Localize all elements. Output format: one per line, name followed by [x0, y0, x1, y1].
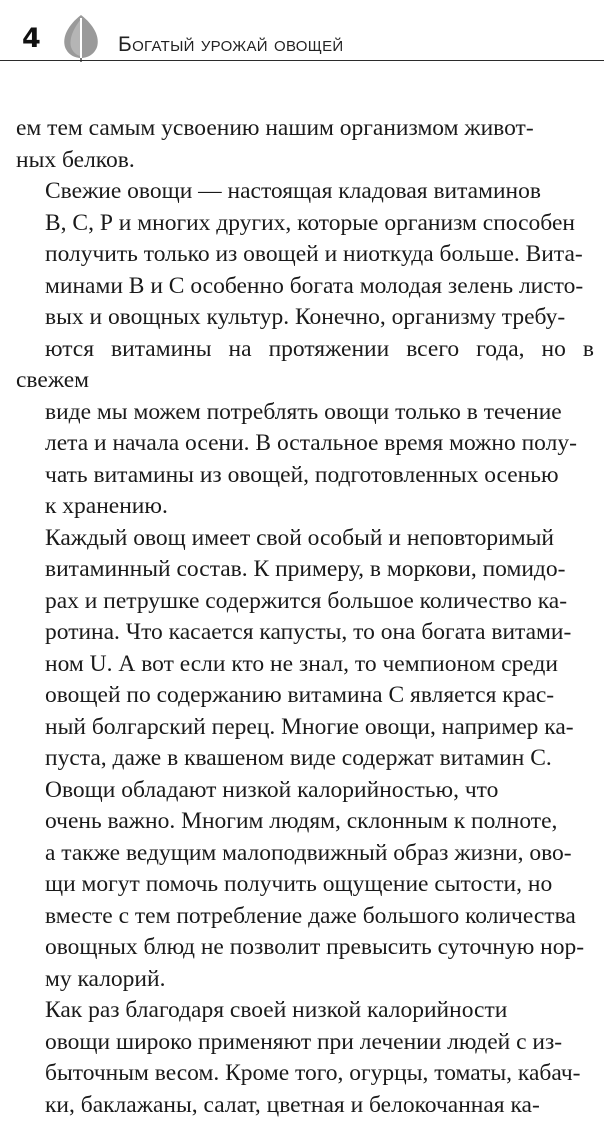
page-header [0, 0, 604, 62]
text-line: пуста, даже в квашеном виде содержат витамин С. [16, 743, 594, 775]
text-line: В, С, Р и многих других, которые организм способен [16, 208, 594, 240]
text-line: рах и петрушке содержится большое количество ка- [16, 586, 594, 618]
text-line: витаминный состав. К примеру, в моркови, помидо- [16, 554, 594, 586]
paragraph [16, 113, 594, 176]
text-line: овощных блюд не позволит превысить суточную нор- [16, 932, 594, 964]
text-line: быточным весом. Кроме того, огурцы, томаты, кабач- [16, 1058, 594, 1090]
text-line: чать витамины из овощей, подготовленных осенью [16, 460, 594, 492]
paragraph [16, 995, 594, 1121]
text-line: Овощи обладают низкой калорийностью, что [16, 775, 594, 807]
text-line: вместе с тем потребление даже большого количества [16, 901, 594, 933]
text-line: овощей по содержанию витамина С является крас- [16, 680, 594, 712]
text-line: Как раз благодаря своей низкой калорийности [16, 995, 594, 1027]
text-line: вых и овощных культур. Конечно, организму требу- [16, 302, 594, 334]
leaf-icon [60, 13, 102, 63]
header-rule [0, 60, 604, 61]
paragraph [16, 176, 594, 523]
paragraph [16, 775, 594, 996]
text-line: ротина. Что касается капусты, то она богата витами- [16, 617, 594, 649]
text-line: ном U. А вот если кто не знал, то чемпионом среди [16, 649, 594, 681]
text-line: ных белков. [16, 145, 594, 177]
text-line: лета и начала осени. В остальное время можно полу- [16, 428, 594, 460]
text-line: ки, баклажаны, салат, цветная и белокочанная ка- [16, 1090, 594, 1121]
text-line: ем тем самым усвоению нашим организмом живот- [16, 113, 594, 145]
text-line: получить только из овощей и ниоткуда больше. Вита- [16, 239, 594, 271]
text-line: Свежие овощи — настоящая кладовая витаминов [16, 176, 594, 208]
text-line: ются витамины на протяжении всего года, но в свежем [16, 334, 594, 397]
paragraph [16, 523, 594, 775]
text-line: овощи широко применяют при лечении людей с из- [16, 1027, 594, 1059]
text-line: щи могут помочь получить ощущение сытости, но [16, 869, 594, 901]
running-title: Богатый урожай овощей [118, 33, 343, 57]
text-line: минами В и С особенно богата молодая зелень листо- [16, 271, 594, 303]
text-line: Каждый овощ имеет свой особый и неповторимый [16, 523, 594, 555]
body-text [16, 113, 594, 1121]
text-line: му калорий. [16, 964, 594, 996]
text-line: ный болгарский перец. Многие овощи, например ка- [16, 712, 594, 744]
text-line: а также ведущим малоподвижный образ жизни, ово- [16, 838, 594, 870]
text-line: виде мы можем потреблять овощи только в течение [16, 397, 594, 429]
text-line: к хранению. [16, 491, 594, 523]
page-number: 4 [22, 24, 41, 54]
text-line: очень важно. Многим людям, склонным к полноте, [16, 806, 594, 838]
